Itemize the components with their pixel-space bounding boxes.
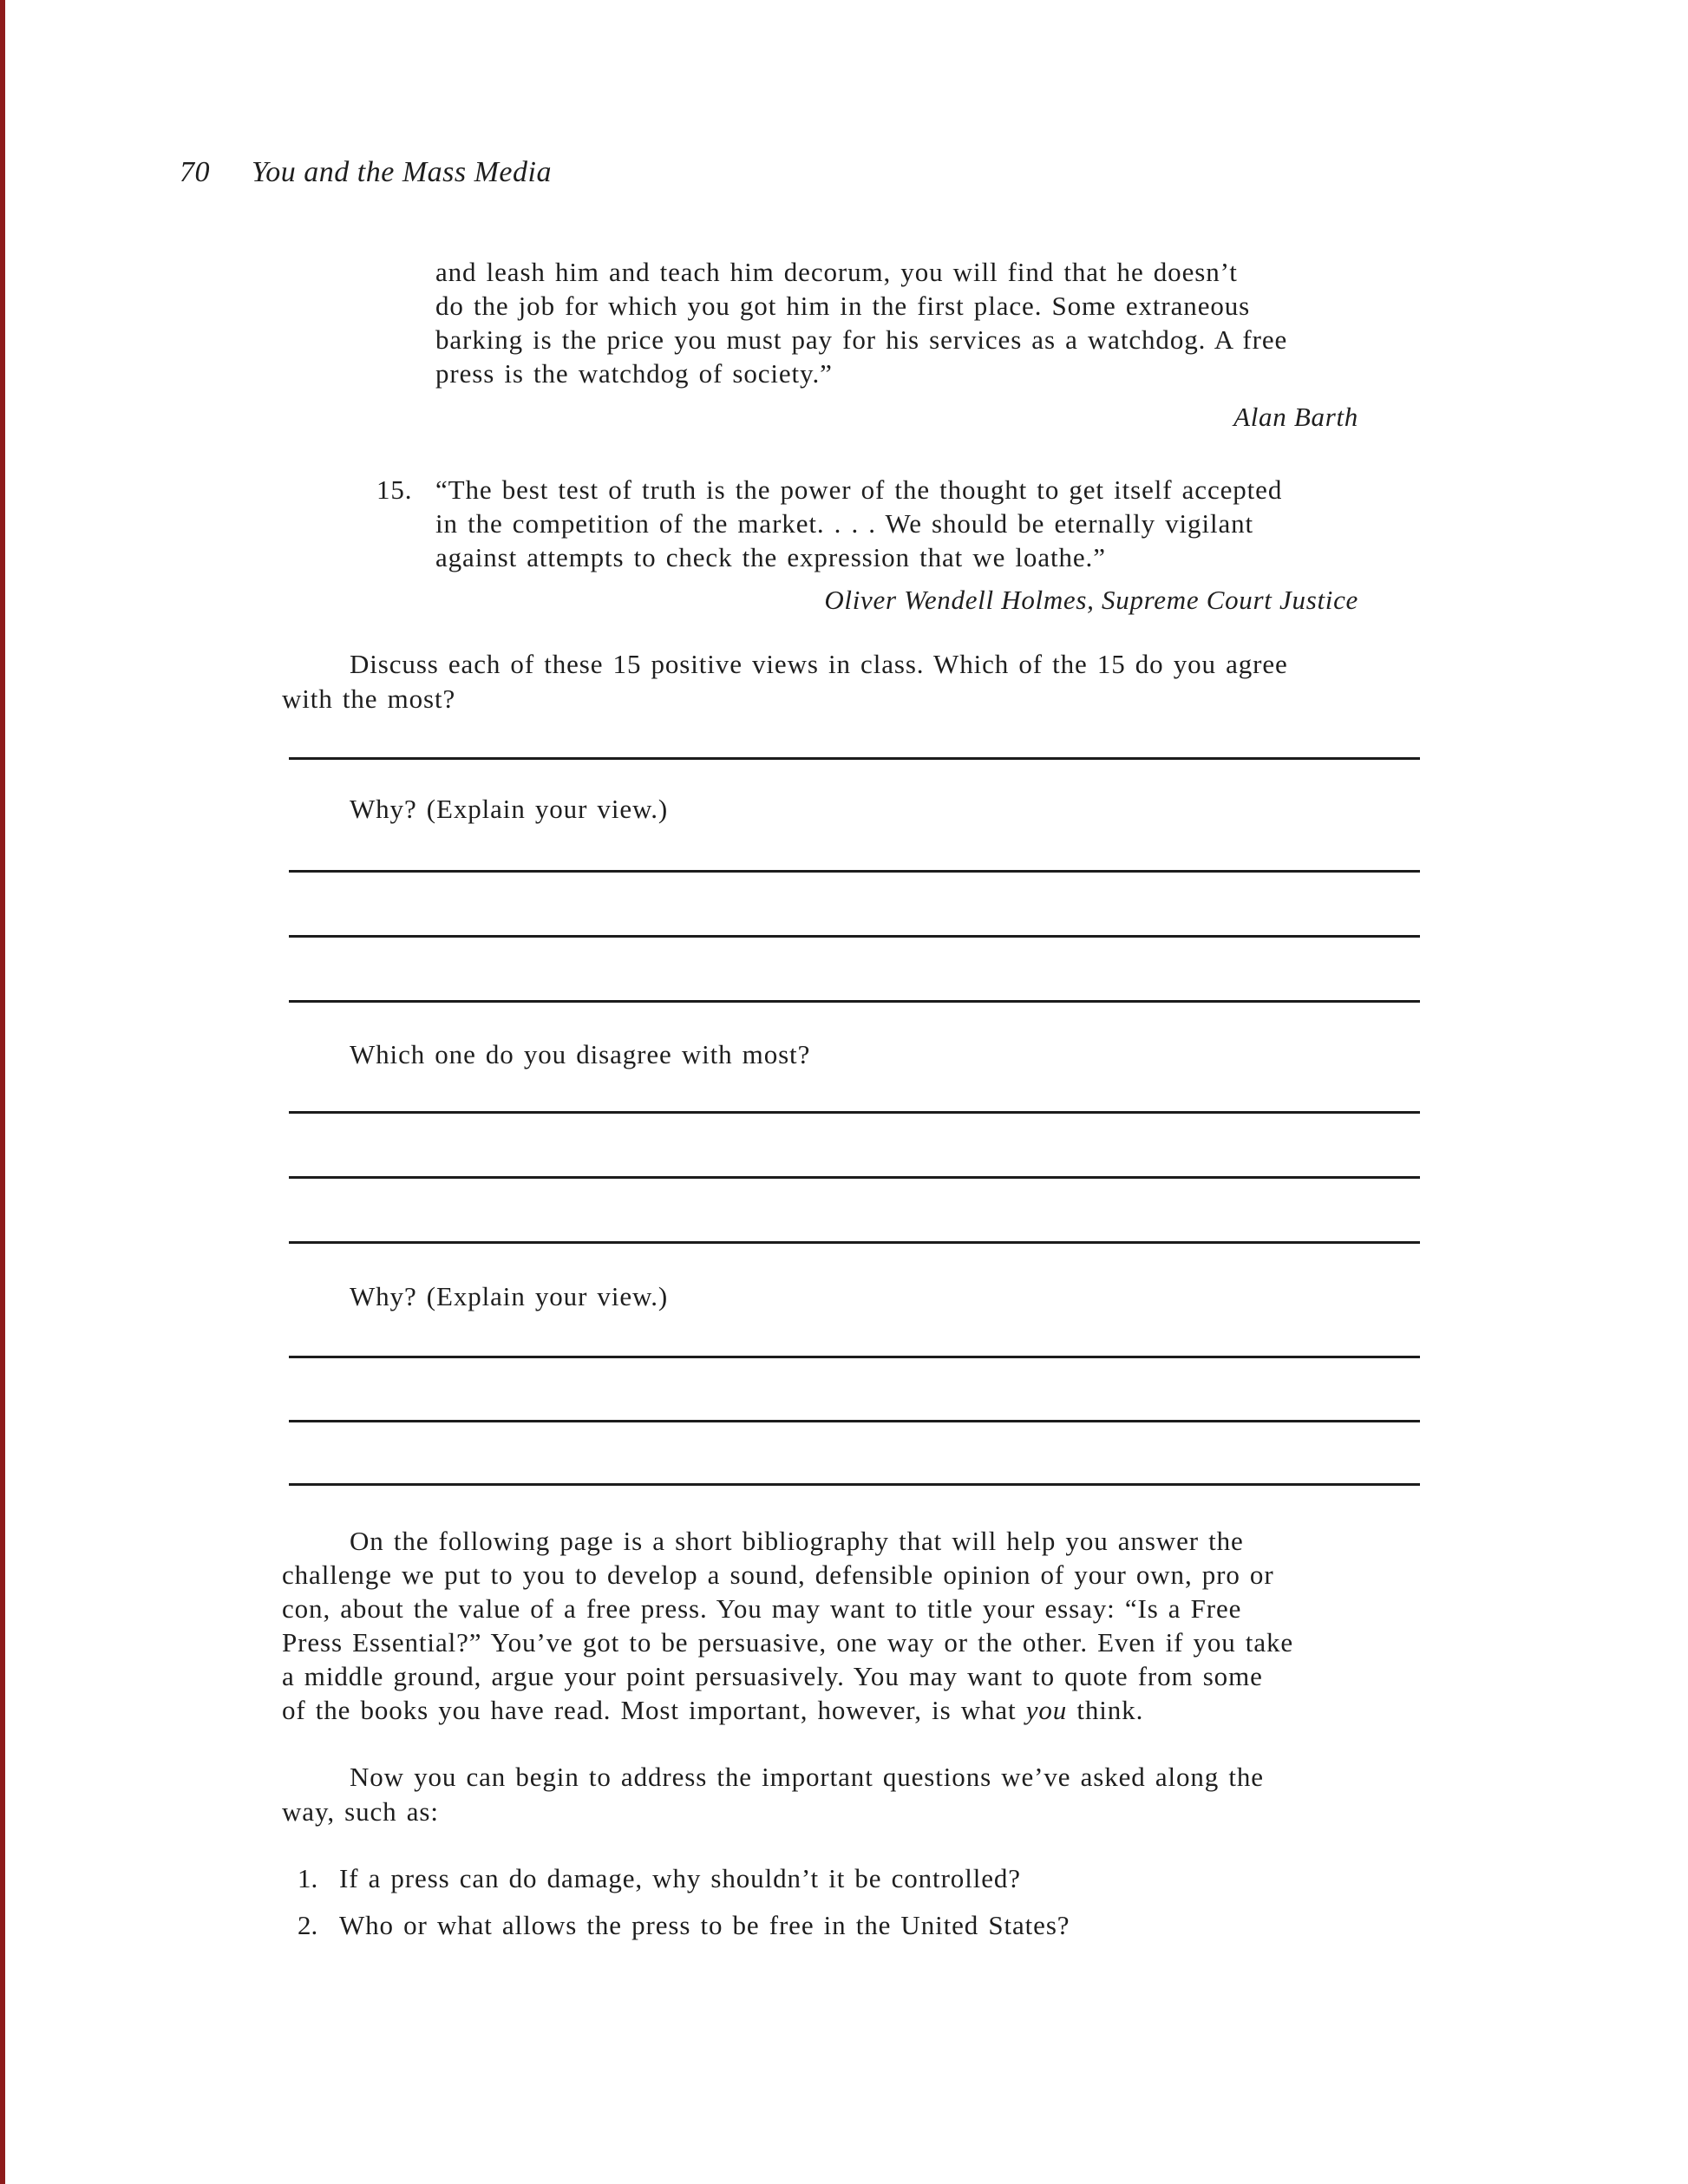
question-1-text: If a press can do damage, why shouldn’t it be controlled? xyxy=(339,1863,1021,1893)
answer-line xyxy=(289,1241,1420,1244)
quote-15-number: 15. xyxy=(376,474,413,505)
answer-line xyxy=(289,1176,1420,1179)
quote-14-continuation xyxy=(435,255,1287,390)
emphasized-word: you xyxy=(1025,1695,1068,1725)
quote-line: do the job for which you got him in the first place. Some extraneous xyxy=(435,291,1251,321)
quote-line: against attempts to check the expression that we loathe.” xyxy=(435,542,1106,572)
answer-line xyxy=(289,935,1420,938)
bibliography-paragraph xyxy=(282,1524,1293,1727)
running-head xyxy=(180,156,552,189)
answer-line xyxy=(289,1420,1420,1422)
paragraph-line: Now you can begin to address the important questions we’ve asked along the xyxy=(350,1762,1264,1792)
quote-line: and leash him and teach him decorum, you will find that he doesn’t xyxy=(435,257,1238,287)
answer-line xyxy=(289,1000,1420,1003)
paragraph-line-pre: of the books you have read. Most important, however, is what xyxy=(282,1695,1026,1725)
book-title: You and the Mass Media xyxy=(252,156,552,188)
paragraph-line: with the most? xyxy=(282,683,456,714)
quote-line: “The best test of truth is the power of the thought to get itself accepted xyxy=(435,474,1283,505)
question-2-text: Who or what allows the press to be free in the United States? xyxy=(339,1910,1070,1940)
discuss-paragraph xyxy=(282,647,1288,716)
paragraph-line: On the following page is a short bibliography that will help you answer the xyxy=(350,1526,1244,1556)
paragraph-line-post: think. xyxy=(1067,1695,1144,1725)
paragraph-line xyxy=(282,1693,1293,1727)
quote-14-attribution: Alan Barth xyxy=(1233,402,1358,432)
prompt-why-first: Why? (Explain your view.) xyxy=(350,794,669,824)
answer-line xyxy=(289,1483,1420,1486)
paragraph-line: way, such as: xyxy=(282,1796,439,1827)
quote-line: in the competition of the market. . . . We should be eternally vigilant xyxy=(435,508,1254,539)
scan-binding-edge xyxy=(0,0,5,2184)
quote-line: press is the watchdog of society.” xyxy=(435,358,833,389)
paragraph-line: con, about the value of a free press. You may want to title your essay: “Is a Free xyxy=(282,1593,1242,1624)
quote-15-attribution: Oliver Wendell Holmes, Supreme Court Justice xyxy=(824,585,1358,615)
paragraph-line: a middle ground, argue your point persuasively. You may want to quote from some xyxy=(282,1661,1263,1691)
answer-line xyxy=(289,870,1420,873)
paragraph-line: Press Essential?” You’ve got to be persuasive, one way or the other. Even if you take xyxy=(282,1627,1294,1658)
answer-line xyxy=(289,1356,1420,1358)
answer-line xyxy=(289,757,1420,760)
prompt-why-second: Why? (Explain your view.) xyxy=(350,1281,669,1311)
answer-line xyxy=(289,1111,1420,1114)
quote-15 xyxy=(435,473,1282,574)
now-paragraph xyxy=(282,1760,1264,1829)
question-1-number: 1. xyxy=(298,1863,318,1893)
prompt-disagree: Which one do you disagree with most? xyxy=(350,1039,811,1069)
quote-line: barking is the price you must pay for his services as a watchdog. A free xyxy=(435,324,1288,355)
paragraph-line: Discuss each of these 15 positive views in class. Which of the 15 do you agree xyxy=(350,649,1288,679)
page-number: 70 xyxy=(180,156,210,188)
question-2-number: 2. xyxy=(298,1910,318,1940)
paragraph-line: challenge we put to you to develop a sound, defensible opinion of your own, pro or xyxy=(282,1560,1274,1590)
